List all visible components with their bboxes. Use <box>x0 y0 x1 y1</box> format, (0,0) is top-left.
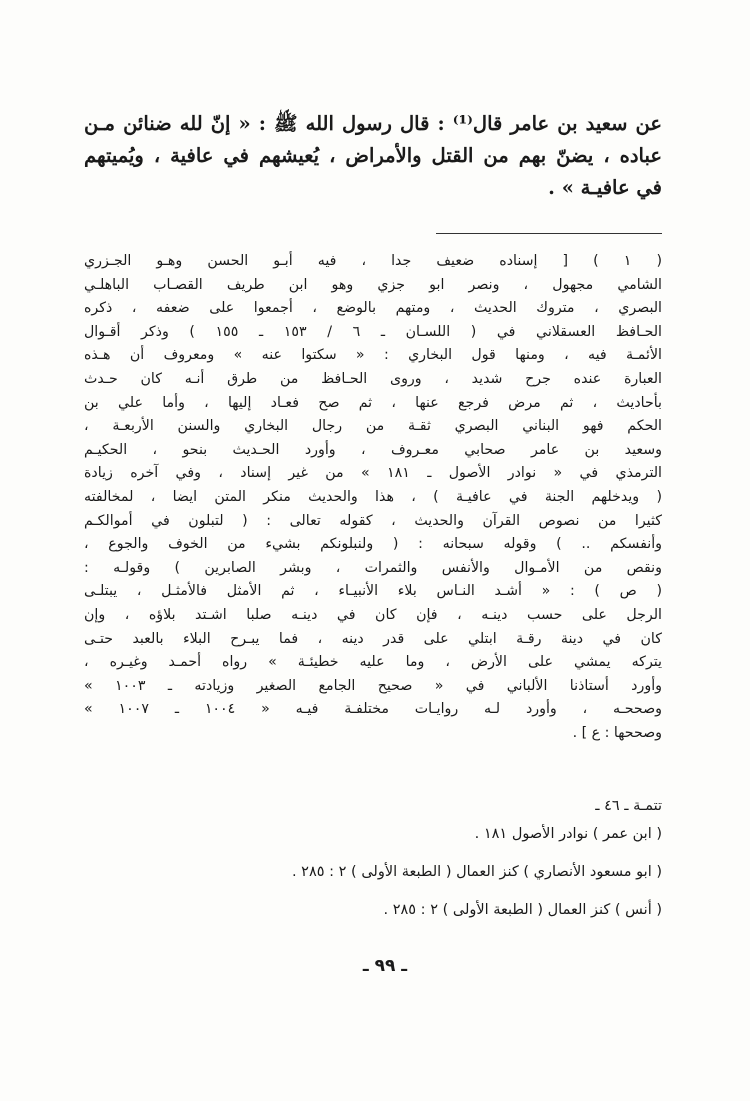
footnote-line: الرجل على حسب دينـه ، فإن كان في دينـه صلبا اشـتد بلاؤه ، وإن <box>84 606 662 623</box>
supplement-entry: ( ابو مسعود الأنصاري ) كنز العمال ( الطبعة الأولى ) ٢ : ٢٨٥ . <box>291 864 662 880</box>
footnote-line: ( ١ ) [ إسناده ضعيف جدا ، فيه أبـو الحسن وهـو الجـزري <box>84 253 662 269</box>
footnote-line: الترمذي في « نوادر الأصول ـ ١٨١ » من غير إسناد ، وفي آخره زيادة <box>84 465 662 482</box>
footnote-line: وصححـه ، وأورد لـه روايـات مختلفـة فيـه « ١٠٠٤ ـ ١٠٠٧ » <box>84 701 662 718</box>
footnote <box>84 250 662 745</box>
footnote-line: يتركه يمشي على الأرض ، وما عليه خطيئـة » رواه أحمـد وغيـره ، <box>84 654 662 671</box>
footnote-line: ( ويدخلهم الجنة في عافيـة ) ، هذا والحديث منكر المتن ايضا ، لمخالفته <box>84 488 662 505</box>
supplement-section <box>84 794 662 924</box>
footnote-line: ( ص ) : « أشـد النـاس بلاء الأنبيـاء ، ثم الأمثل فالأمثـل ، يبتلـى <box>84 583 662 600</box>
hadith-line: في عافيـة » . <box>548 176 662 199</box>
page-number: ـ ٩٩ ـ <box>362 956 408 976</box>
footnote-line: الشامي مجهول ، ونصر ابو جزي وهو ابن طريف القصـاب الباهلـي <box>84 276 662 293</box>
hadith-text <box>84 108 662 204</box>
hadith-line: عن سعيد بن عامر قال⁽¹⁾ : قال رسول الله ﷺ : « إنّ لله ضنائن مـن <box>84 112 662 135</box>
supplement-entry: ( ابن عمر ) نوادر الأصول ١٨١ . <box>474 826 662 842</box>
footnote-line: ونقص من الأمـوال والأنفس والثمرات ، وبشر الصابرين ) وقولـه : <box>84 559 662 576</box>
hadith-line: عباده ، يضنّ بهم من القتل والأمراض ، يُعيشهم في عافية ، ويُميتهم <box>84 144 662 167</box>
footnote-line: وصححها : ع ] . <box>572 724 662 741</box>
footnote-divider <box>436 233 662 234</box>
footnote-line: الحكم فهو البناني البصري ثقـة من رجال البخاري والسنن الأربعـة ، <box>84 418 662 435</box>
footnote-line: وأنفسكم .. ) وقوله سبحانه : ( ولنبلونكم بشيء من الخوف والجوع ، <box>84 536 662 553</box>
supplement-title: تتمـة ـ ٤٦ ـ <box>595 798 662 814</box>
footnote-line: العبارة عنده جرح شديد ، وروى الحـافظ من طرق أنـه كان حـدث <box>84 370 662 387</box>
footnote-line: الحـافظ العسقلاني في ( اللسـان ـ ٦ / ١٥٣ ـ ١٥٥ ) وذكر أقـوال <box>84 323 662 340</box>
footnote-line: الأئمـة فيه ، ومنها قول البخاري : « سكتوا عنه » ومعروف أن هـذه <box>84 347 662 364</box>
footnote-line: كان في دينة رقـة ابتلي على قدر دينه ، فما يبـرح البلاء بالعبد حتـى <box>84 630 662 647</box>
footnote-line: وأورد أستاذنا الألباني في « صحيح الجامع الصغير وزيادته ـ ١٠٠٣ » <box>84 677 662 694</box>
footnote-line: وسعيد بن عامر صحابي معـروف ، وأورد الحـديث بنحو ، الحكيـم <box>84 441 662 458</box>
footnote-line: بأحاديث ، ثم مرض فرجع عنها ، ثم صح فعـاد إليها ، وأما علي بن <box>84 394 662 411</box>
footnote-line: البصري ، متروك الحديث ، ومتهم بالوضع ، أجمعوا على ضعفه ، ذكره <box>84 300 662 317</box>
footnote-line: كثيرا من نصوص القرآن والحديث ، كقوله تعالى : ( لتبلون في أموالكـم <box>84 512 662 529</box>
supplement-entry: ( أنس ) كنز العمال ( الطبعة الأولى ) ٢ : ٢٨٥ . <box>383 902 662 918</box>
